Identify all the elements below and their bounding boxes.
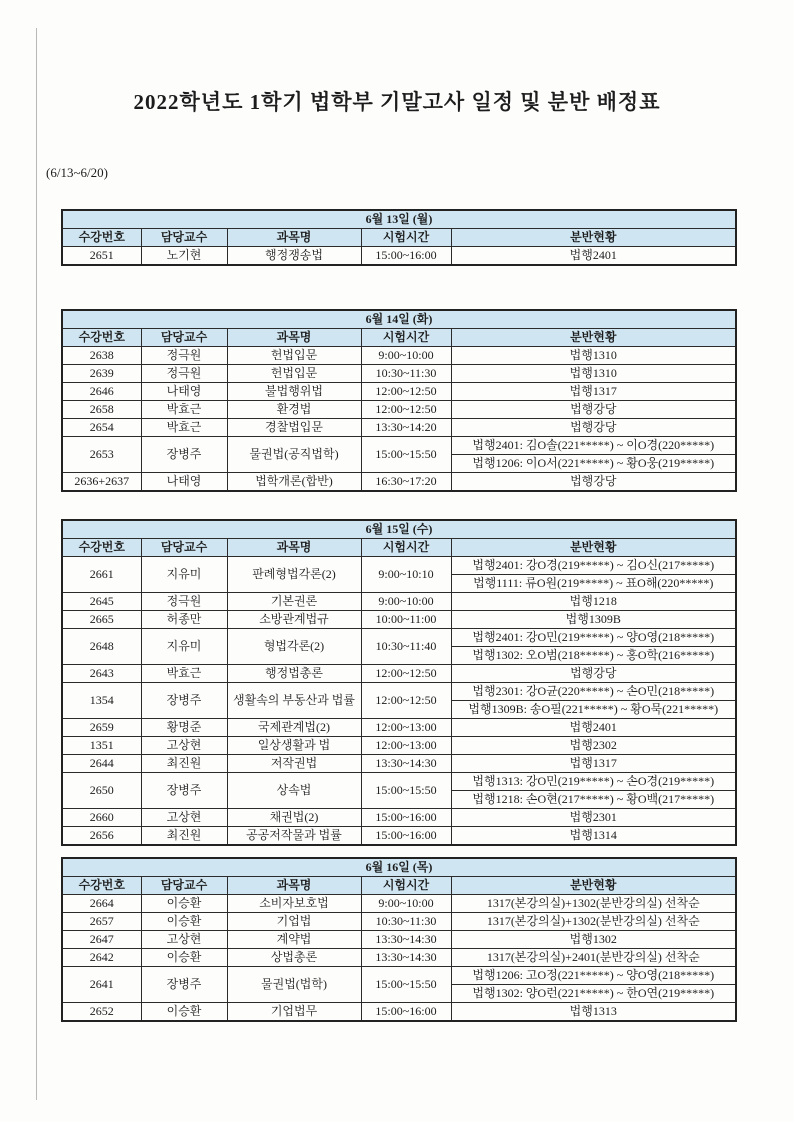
section-assignment-cell: 법행2301: 강O균(220*****) ~ 손O민(218*****) (451, 683, 736, 701)
course-name-cell: 물권법(법학) (227, 967, 361, 1003)
column-header: 과목명 (227, 877, 361, 895)
day-header: 6월 14일 (화) (62, 310, 736, 329)
exam-time-cell: 13:30~14:20 (361, 419, 451, 437)
exam-time-cell: 10:30~11:40 (361, 629, 451, 665)
section-assignment-cell: 법행1310 (451, 365, 736, 383)
column-header: 과목명 (227, 329, 361, 347)
professor-cell: 고상현 (141, 737, 227, 755)
course-name-cell: 헌법입문 (227, 365, 361, 383)
exam-time-cell: 12:00~12:50 (361, 383, 451, 401)
professor-cell: 황명준 (141, 719, 227, 737)
professor-cell: 나태영 (141, 383, 227, 401)
column-header: 담당교수 (141, 329, 227, 347)
professor-cell: 박효근 (141, 419, 227, 437)
exam-time-cell: 16:30~17:20 (361, 473, 451, 492)
course-name-cell: 기업법 (227, 913, 361, 931)
column-header: 수강번호 (62, 877, 141, 895)
course-code-cell: 2644 (62, 755, 141, 773)
professor-cell: 이승환 (141, 949, 227, 967)
professor-cell: 박효근 (141, 665, 227, 683)
section-assignment-cell: 법행1206: 고O정(221*****) ~ 양O영(218*****) (451, 967, 736, 985)
course-name-cell: 채권법(2) (227, 809, 361, 827)
section-assignment-cell: 법행1314 (451, 827, 736, 846)
professor-cell: 장병주 (141, 437, 227, 473)
section-assignment-cell: 법행강당 (451, 473, 736, 492)
exam-time-cell: 15:00~16:00 (361, 247, 451, 266)
course-name-cell: 불법행위법 (227, 383, 361, 401)
column-header: 분반현황 (451, 229, 736, 247)
professor-cell: 정극원 (141, 365, 227, 383)
course-name-cell: 국제관계법(2) (227, 719, 361, 737)
professor-cell: 이승환 (141, 1003, 227, 1022)
professor-cell: 이승환 (141, 895, 227, 913)
professor-cell: 지유미 (141, 629, 227, 665)
professor-cell: 장병주 (141, 967, 227, 1003)
column-header: 담당교수 (141, 877, 227, 895)
exam-time-cell: 9:00~10:00 (361, 347, 451, 365)
professor-cell: 노기현 (141, 247, 227, 266)
exam-time-cell: 15:00~15:50 (361, 967, 451, 1003)
professor-cell: 박효근 (141, 401, 227, 419)
course-code-cell: 2656 (62, 827, 141, 846)
column-header: 과목명 (227, 229, 361, 247)
exam-time-cell: 9:00~10:00 (361, 895, 451, 913)
course-name-cell: 법학개론(합반) (227, 473, 361, 492)
exam-time-cell: 12:00~13:00 (361, 719, 451, 737)
column-header: 분반현황 (451, 877, 736, 895)
exam-time-cell: 12:00~12:50 (361, 665, 451, 683)
section-assignment-cell: 법행강당 (451, 419, 736, 437)
exam-time-cell: 10:00~11:00 (361, 611, 451, 629)
professor-cell: 고상현 (141, 931, 227, 949)
course-code-cell: 2664 (62, 895, 141, 913)
section-assignment-cell: 법행2401: 김O솔(221*****) ~ 이O경(220*****) (451, 437, 736, 455)
exam-time-cell: 10:30~11:30 (361, 913, 451, 931)
course-code-cell: 2660 (62, 809, 141, 827)
section-assignment-cell: 법행2401 (451, 719, 736, 737)
period-note: (6/13~6/20) (46, 165, 108, 180)
section-assignment-cell: 법행2401 (451, 247, 736, 266)
course-code-cell: 2641 (62, 967, 141, 1003)
section-assignment-cell: 1317(본강의실)+2401(분반강의실) 선착순 (451, 949, 736, 967)
section-assignment-cell: 법행1206: 이O서(221*****) ~ 황O웅(219*****) (451, 455, 736, 473)
course-code-cell: 2636+2637 (62, 473, 141, 492)
section-assignment-cell: 1317(본강의실)+1302(분반강의실) 선착순 (451, 895, 736, 913)
course-code-cell: 2661 (62, 557, 141, 593)
exam-time-cell: 10:30~11:30 (361, 365, 451, 383)
section-assignment-cell: 법행1317 (451, 383, 736, 401)
column-header: 시험시간 (361, 329, 451, 347)
course-code-cell: 2638 (62, 347, 141, 365)
column-header: 수강번호 (62, 229, 141, 247)
exam-time-cell: 12:00~12:50 (361, 683, 451, 719)
table-section-2 (61, 309, 737, 492)
exam-time-cell: 15:00~16:00 (361, 1003, 451, 1022)
course-code-cell: 2645 (62, 593, 141, 611)
course-code-cell: 2639 (62, 365, 141, 383)
course-code-cell: 2651 (62, 247, 141, 266)
professor-cell: 최진원 (141, 827, 227, 846)
professor-cell: 장병주 (141, 683, 227, 719)
course-code-cell: 2654 (62, 419, 141, 437)
section-assignment-cell: 법행1218 (451, 593, 736, 611)
course-name-cell: 소비자보호법 (227, 895, 361, 913)
section-assignment-cell: 법행2401: 강O민(219*****) ~ 양O영(218*****) (451, 629, 736, 647)
exam-table (61, 209, 737, 266)
course-code-cell: 1351 (62, 737, 141, 755)
section-assignment-cell: 법행1302 (451, 931, 736, 949)
professor-cell: 장병주 (141, 773, 227, 809)
section-assignment-cell: 법행1111: 류O원(219*****) ~ 표O해(220*****) (451, 575, 736, 593)
column-header: 담당교수 (141, 539, 227, 557)
course-code-cell: 2646 (62, 383, 141, 401)
exam-table (61, 309, 737, 492)
exam-time-cell: 15:00~15:50 (361, 437, 451, 473)
course-code-cell: 2657 (62, 913, 141, 931)
column-header: 담당교수 (141, 229, 227, 247)
course-code-cell: 2648 (62, 629, 141, 665)
column-header: 시험시간 (361, 229, 451, 247)
column-header: 수강번호 (62, 539, 141, 557)
section-assignment-cell: 법행강당 (451, 401, 736, 419)
course-code-cell: 2650 (62, 773, 141, 809)
professor-cell: 최진원 (141, 755, 227, 773)
exam-time-cell: 9:00~10:00 (361, 593, 451, 611)
course-name-cell: 환경법 (227, 401, 361, 419)
day-header: 6월 13일 (월) (62, 210, 736, 229)
course-code-cell: 2642 (62, 949, 141, 967)
section-assignment-cell: 법행1317 (451, 755, 736, 773)
day-header: 6월 16일 (목) (62, 858, 736, 877)
exam-time-cell: 13:30~14:30 (361, 931, 451, 949)
professor-cell: 정극원 (141, 347, 227, 365)
section-assignment-cell: 법행1313 (451, 1003, 736, 1022)
course-code-cell: 2658 (62, 401, 141, 419)
exam-time-cell: 15:00~15:50 (361, 773, 451, 809)
section-assignment-cell: 법행1313: 강O민(219*****) ~ 손O경(219*****) (451, 773, 736, 791)
column-header: 시험시간 (361, 877, 451, 895)
course-name-cell: 형법각론(2) (227, 629, 361, 665)
exam-time-cell: 12:00~12:50 (361, 401, 451, 419)
exam-time-cell: 15:00~16:00 (361, 809, 451, 827)
section-assignment-cell: 법행강당 (451, 665, 736, 683)
exam-table (61, 519, 737, 846)
table-section-1 (61, 209, 737, 266)
column-header: 수강번호 (62, 329, 141, 347)
professor-cell: 지유미 (141, 557, 227, 593)
course-code-cell: 2643 (62, 665, 141, 683)
course-name-cell: 상속법 (227, 773, 361, 809)
section-assignment-cell: 법행1218: 손O현(217*****) ~ 황O백(217*****) (451, 791, 736, 809)
course-code-cell: 2652 (62, 1003, 141, 1022)
exam-time-cell: 12:00~13:00 (361, 737, 451, 755)
course-name-cell: 경찰법입문 (227, 419, 361, 437)
exam-table (61, 857, 737, 1022)
course-name-cell: 행정법총론 (227, 665, 361, 683)
exam-time-cell: 9:00~10:10 (361, 557, 451, 593)
section-assignment-cell: 법행1302: 양O런(221*****) ~ 한O연(219*****) (451, 985, 736, 1003)
section-assignment-cell: 법행2302 (451, 737, 736, 755)
column-header: 과목명 (227, 539, 361, 557)
course-name-cell: 판례형법각론(2) (227, 557, 361, 593)
section-assignment-cell: 법행2401: 강O경(219*****) ~ 김O신(217*****) (451, 557, 736, 575)
course-code-cell: 2659 (62, 719, 141, 737)
section-assignment-cell: 법행1309B (451, 611, 736, 629)
course-name-cell: 계약법 (227, 931, 361, 949)
professor-cell: 정극원 (141, 593, 227, 611)
column-header: 분반현황 (451, 539, 736, 557)
table-section-4 (61, 857, 737, 1022)
section-assignment-cell: 법행1302: 오O범(218*****) ~ 홍O학(216*****) (451, 647, 736, 665)
section-assignment-cell: 법행1310 (451, 347, 736, 365)
course-name-cell: 공공저작물과 법률 (227, 827, 361, 846)
course-name-cell: 행정쟁송법 (227, 247, 361, 266)
page-title: 2022학년도 1학기 법학부 기말고사 일정 및 분반 배정표 (133, 90, 661, 114)
course-name-cell: 생활속의 부동산과 법률 (227, 683, 361, 719)
column-header: 분반현황 (451, 329, 736, 347)
course-name-cell: 소방관계법규 (227, 611, 361, 629)
course-name-cell: 기업법무 (227, 1003, 361, 1022)
professor-cell: 이승환 (141, 913, 227, 931)
column-header: 시험시간 (361, 539, 451, 557)
day-header: 6월 15일 (수) (62, 520, 736, 539)
table-section-3 (61, 519, 737, 846)
exam-time-cell: 13:30~14:30 (361, 755, 451, 773)
section-assignment-cell: 법행1309B: 송O필(221*****) ~ 황O묵(221*****) (451, 701, 736, 719)
professor-cell: 고상현 (141, 809, 227, 827)
section-assignment-cell: 법행2301 (451, 809, 736, 827)
course-name-cell: 저작권법 (227, 755, 361, 773)
scan-edge-line (36, 28, 37, 1100)
course-name-cell: 물권법(공직법학) (227, 437, 361, 473)
course-name-cell: 일상생활과 법 (227, 737, 361, 755)
professor-cell: 허종만 (141, 611, 227, 629)
course-code-cell: 2653 (62, 437, 141, 473)
course-code-cell: 2665 (62, 611, 141, 629)
course-name-cell: 헌법입문 (227, 347, 361, 365)
course-name-cell: 기본권론 (227, 593, 361, 611)
course-code-cell: 1354 (62, 683, 141, 719)
exam-time-cell: 15:00~16:00 (361, 827, 451, 846)
course-code-cell: 2647 (62, 931, 141, 949)
professor-cell: 나태영 (141, 473, 227, 492)
course-name-cell: 상법총론 (227, 949, 361, 967)
section-assignment-cell: 1317(본강의실)+1302(분반강의실) 선착순 (451, 913, 736, 931)
exam-time-cell: 13:30~14:30 (361, 949, 451, 967)
